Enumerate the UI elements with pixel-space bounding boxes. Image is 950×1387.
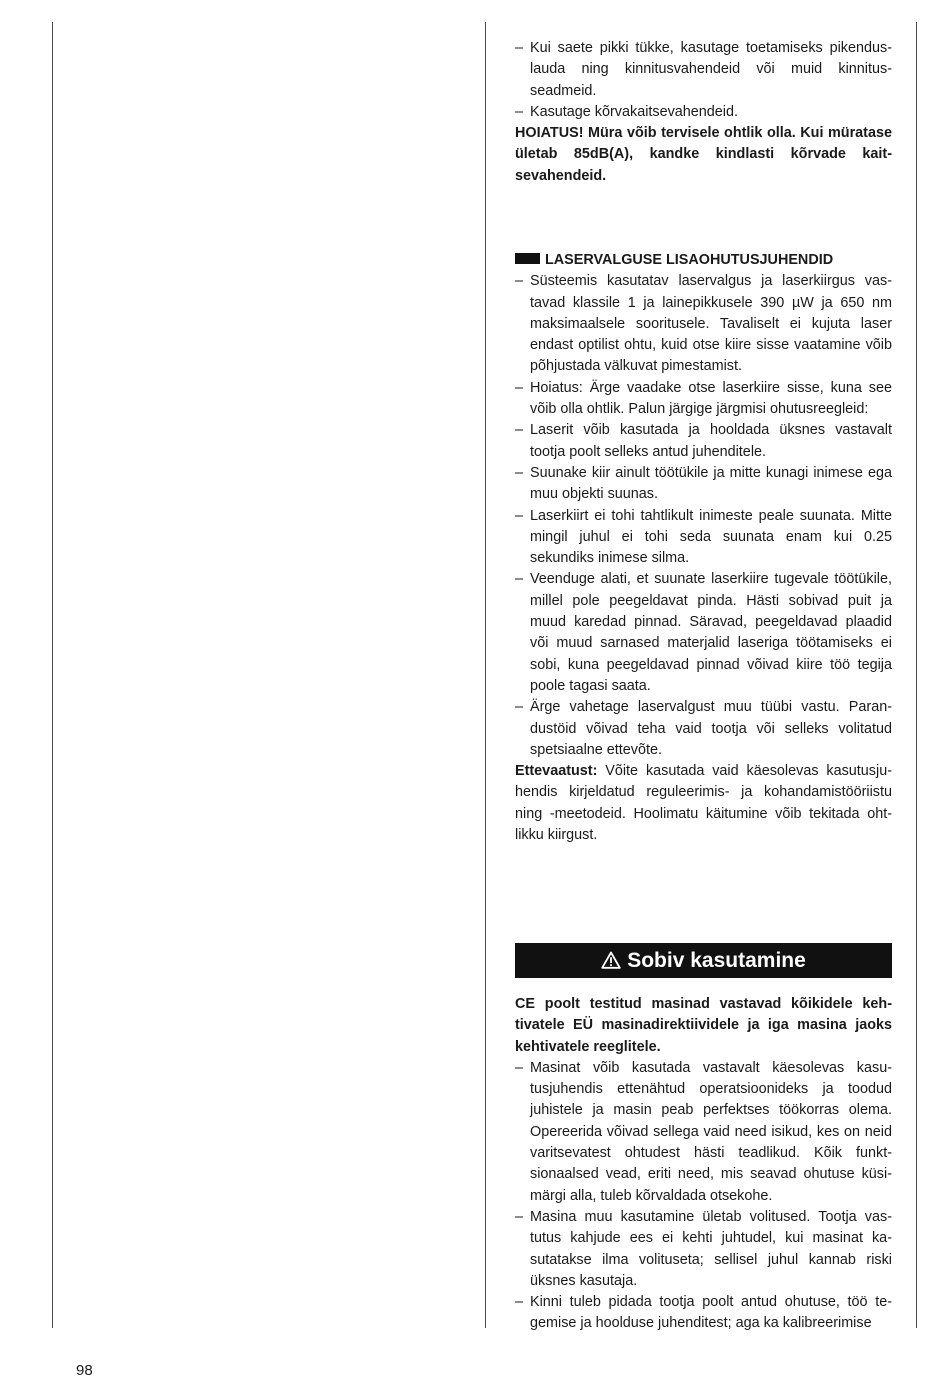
list-item: – Kinni tuleb pidada tootja poolt antud ohutuse, töö tegemise ja hoolduse juhenditest; aga ka kalibreerimise <box>515 1294 892 1332</box>
proper-use-intro: CE poolt testitud masinad vastavad kõikidele kehtivatele EÜ masinadirektiividele ja iga masina jaoks kehtivatele reeglitele. <box>515 996 892 1055</box>
dash-bullet: – <box>515 103 524 120</box>
caution-label: Ettevaatust: <box>515 763 598 780</box>
dash-bullet: – <box>515 571 524 588</box>
warning-triangle-icon <box>601 951 621 969</box>
column-divider-rule <box>485 22 486 1328</box>
laser-caution-note <box>515 761 892 846</box>
noise-safety-block <box>515 38 892 187</box>
list-item: – Veenduge alati, et suunate laserkiire tugevale töötükile, millel pole peegeldavat pinda. Hästi sobivad puit ja muud karedad pinnad. Säravad, peegeldavad plaadid või muud sarnased materjalid laseriga töötamiseks ei sobi, kuna peegeldavad pinnad võivad kiire töö tegija poole tagasi saata. <box>515 571 892 694</box>
proper-use-section <box>515 994 892 1335</box>
laser-section-heading: LASERVALGUSE LISAOHUTUSJUHENDID <box>515 250 892 271</box>
list-item: – Suunake kiir ainult töötükile ja mitte kunagi inimese ega muu objekti suunas. <box>515 464 892 503</box>
list-item: – Hoiatus: Ärge vaadake otse laserkiire sisse, kuna see võib olla ohtlik. Palun järgige järgmisi ohutusreegleid: <box>515 379 892 418</box>
laser-safety-section <box>515 250 892 846</box>
list-item: – Masina muu kasutamine ületab volitused. Tootja vastutus kahjude ees ei kehti juhtudel, kui masinat kasutatakse ilma volituseta; sellisel juhul kannab riski üksnes kasutaja. <box>515 1208 892 1289</box>
list-item: – Kasutage kõrvakaitsevahendeid. <box>515 102 892 123</box>
proper-use-list <box>515 1058 892 1335</box>
left-margin-rule <box>52 22 53 1328</box>
list-item: – Ärge vahetage laservalgust muu tüübi vastu. Parandustöid võivad teha vaid tootja või selleks volitatud spetsiaalne ettevõte. <box>515 699 892 758</box>
dash-bullet: – <box>515 379 524 396</box>
noise-warning: HOIATUS! Müra võib tervisele ohtlik olla. Kui müratase ületab 85dB(A), kandke kindlasti kõrvade kaitsevahendeid. <box>515 125 892 184</box>
list-item: – Süsteemis kasutatav laservalgus ja laserkiirgus vastavad klassile 1 ja lainepikkusele 390 µW ja 650 nm maksimaalsele sooritusele. Tavaliselt ei kujuta laser endast optilist ohtu, kuid otse kiire sisse vaatamine võib põhjustada välkuvat pimestamist. <box>515 273 892 375</box>
dash-bullet: – <box>515 1059 524 1076</box>
list-item: – Kui saete pikki tükke, kasutage toetamiseks pikenduslauda ning kinnitusvahendeid või muid kinnitusseadmeid. <box>515 40 892 99</box>
dash-bullet: – <box>515 422 524 439</box>
list-item: – Laserit võib kasutada ja hooldada üksnes vastavalt tootja poolt selleks antud juhenditele. <box>515 422 892 460</box>
dash-bullet: – <box>515 40 524 56</box>
laser-rules-list <box>515 271 892 761</box>
banner-title: Sobiv kasutamine <box>627 949 806 972</box>
section-banner-proper-use <box>515 943 892 978</box>
dash-bullet: – <box>515 507 524 524</box>
right-margin-rule <box>916 22 917 1328</box>
dash-bullet: – <box>515 464 524 481</box>
list-item: – Masinat võib kasutada vastavalt käesolevas kasutusjuhendis ettenähtud operatsioonideks ja toodud juhistele ja masin peab perfektses töökorras olema. Opereerida võivad sellega vaid need isikud, kes on neid varitsevatest ohtudest hästi teadlikud. Kõik funktsionaalsed vead, eriti need, mis seavad ohutuse küsimärgi alla, tuleb kõrvaldada otsekohe. <box>515 1059 892 1204</box>
dash-bullet: – <box>515 1208 524 1225</box>
page-number: 98 <box>76 1362 93 1379</box>
heading-marker-square <box>515 253 540 264</box>
dash-bullet: – <box>515 273 524 290</box>
noise-safety-list <box>515 38 892 123</box>
list-item: – Laserkiirt ei tohi tahtlikult inimeste peale suunata. Mitte mingil juhul ei tohi seda suunata enam kui 0.25 sekundiks inimese silma. <box>515 507 892 567</box>
caution-text: Võite kasutada vaid käesolevas kasutusjuhendis kirjeldatud reguleerimis- ja kohandamistööriistu ning -meetodeid. Hoolimatu käitumine võib tekitada ohtlikku kiirgust. <box>515 763 892 844</box>
dash-bullet: – <box>515 1294 524 1311</box>
dash-bullet: – <box>515 699 524 716</box>
